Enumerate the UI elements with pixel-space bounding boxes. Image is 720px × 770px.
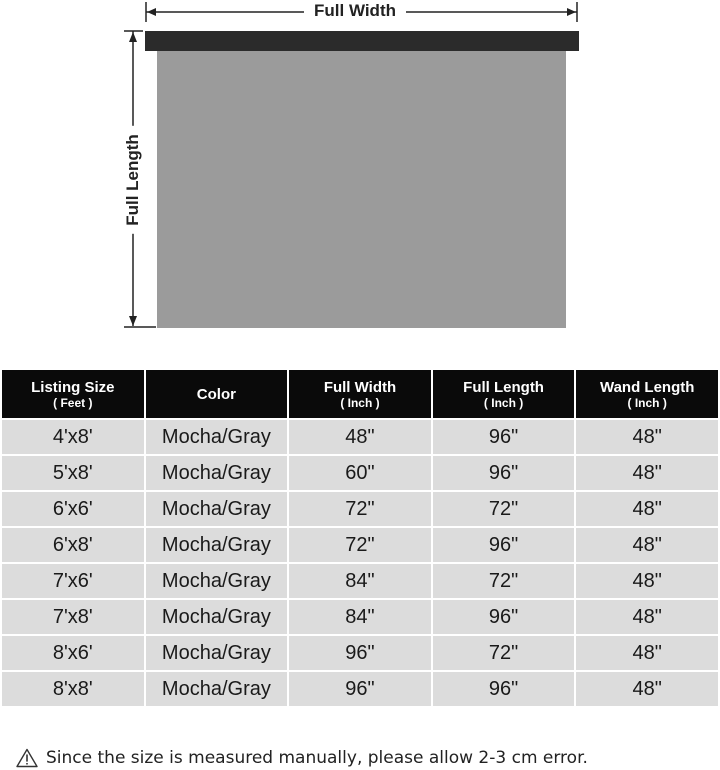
table-cell: Mocha/Gray xyxy=(146,564,288,598)
column-header xyxy=(289,370,431,418)
shade-rail xyxy=(145,31,579,51)
full-length-label: Full Length xyxy=(123,126,143,234)
column-header xyxy=(2,370,144,418)
table-cell: 96" xyxy=(433,456,575,490)
table-cell: 96" xyxy=(433,600,575,634)
table-cell: 48" xyxy=(289,420,431,454)
table-row xyxy=(2,672,718,706)
table-cell: 96" xyxy=(433,672,575,706)
table-cell: Mocha/Gray xyxy=(146,672,288,706)
column-header xyxy=(576,370,718,418)
table-cell: 48" xyxy=(576,672,718,706)
shade-illustration xyxy=(0,0,720,340)
table-cell: Mocha/Gray xyxy=(146,528,288,562)
table-cell: Mocha/Gray xyxy=(146,456,288,490)
table-cell: 6'x8' xyxy=(2,528,144,562)
table-row xyxy=(2,564,718,598)
table-body xyxy=(2,420,718,706)
column-header-title: Full Width xyxy=(323,378,397,396)
table-cell: 4'x8' xyxy=(2,420,144,454)
table-cell: 7'x8' xyxy=(2,600,144,634)
shade-fabric xyxy=(157,51,566,328)
column-header-title: Full Length xyxy=(463,378,544,396)
table-cell: 72" xyxy=(289,528,431,562)
size-diagram xyxy=(0,0,720,340)
table-cell: Mocha/Gray xyxy=(146,420,288,454)
table-cell: 48" xyxy=(576,564,718,598)
table-row xyxy=(2,492,718,526)
table-cell: 8'x8' xyxy=(2,672,144,706)
footnote-text: Since the size is measured manually, please allow 2-3 cm error. xyxy=(46,748,588,768)
table-cell: 72" xyxy=(433,492,575,526)
column-header-title: Listing Size xyxy=(31,378,115,396)
table-row xyxy=(2,600,718,634)
table-cell: 7'x6' xyxy=(2,564,144,598)
column-header-unit: ( Feet ) xyxy=(53,395,93,410)
table-cell: 5'x8' xyxy=(2,456,144,490)
table-cell: 48" xyxy=(576,420,718,454)
table-cell: Mocha/Gray xyxy=(146,636,288,670)
column-header-unit: ( Inch ) xyxy=(483,395,524,410)
table-cell: 48" xyxy=(576,636,718,670)
table-cell: 84" xyxy=(289,600,431,634)
table-header-row xyxy=(2,370,718,418)
footnote xyxy=(16,746,588,770)
table-row xyxy=(2,636,718,670)
full-width-label: Full Width xyxy=(304,0,406,22)
table-cell: 48" xyxy=(576,456,718,490)
table-row xyxy=(2,528,718,562)
table-cell: 48" xyxy=(576,528,718,562)
column-header xyxy=(433,370,575,418)
length-arrow-top xyxy=(129,32,137,42)
table-row xyxy=(2,420,718,454)
size-table xyxy=(0,368,720,708)
column-header-unit: ( Inch ) xyxy=(340,395,380,410)
table-cell: 96" xyxy=(289,636,431,670)
column-header-title: Wand Length xyxy=(599,378,695,396)
table-row xyxy=(2,456,718,490)
column-header-title: Color xyxy=(196,385,236,403)
width-arrow-left xyxy=(147,8,156,16)
table-cell: Mocha/Gray xyxy=(146,600,288,634)
column-header xyxy=(146,370,288,418)
width-arrow-right xyxy=(567,8,576,16)
table-cell: 72" xyxy=(433,564,575,598)
table-cell: 8'x6' xyxy=(2,636,144,670)
column-header-unit: ( Inch ) xyxy=(627,395,667,410)
table-cell: 72" xyxy=(433,636,575,670)
table-cell: Mocha/Gray xyxy=(146,492,288,526)
table-cell: 48" xyxy=(576,492,718,526)
table-cell: 6'x6' xyxy=(2,492,144,526)
warning-icon xyxy=(16,748,38,768)
table-cell: 96" xyxy=(289,672,431,706)
table-cell: 96" xyxy=(433,528,575,562)
length-arrow-bottom xyxy=(129,316,137,326)
table-cell: 72" xyxy=(289,492,431,526)
table-cell: 84" xyxy=(289,564,431,598)
table-cell: 48" xyxy=(576,600,718,634)
table-cell: 96" xyxy=(433,420,575,454)
table-cell: 60" xyxy=(289,456,431,490)
